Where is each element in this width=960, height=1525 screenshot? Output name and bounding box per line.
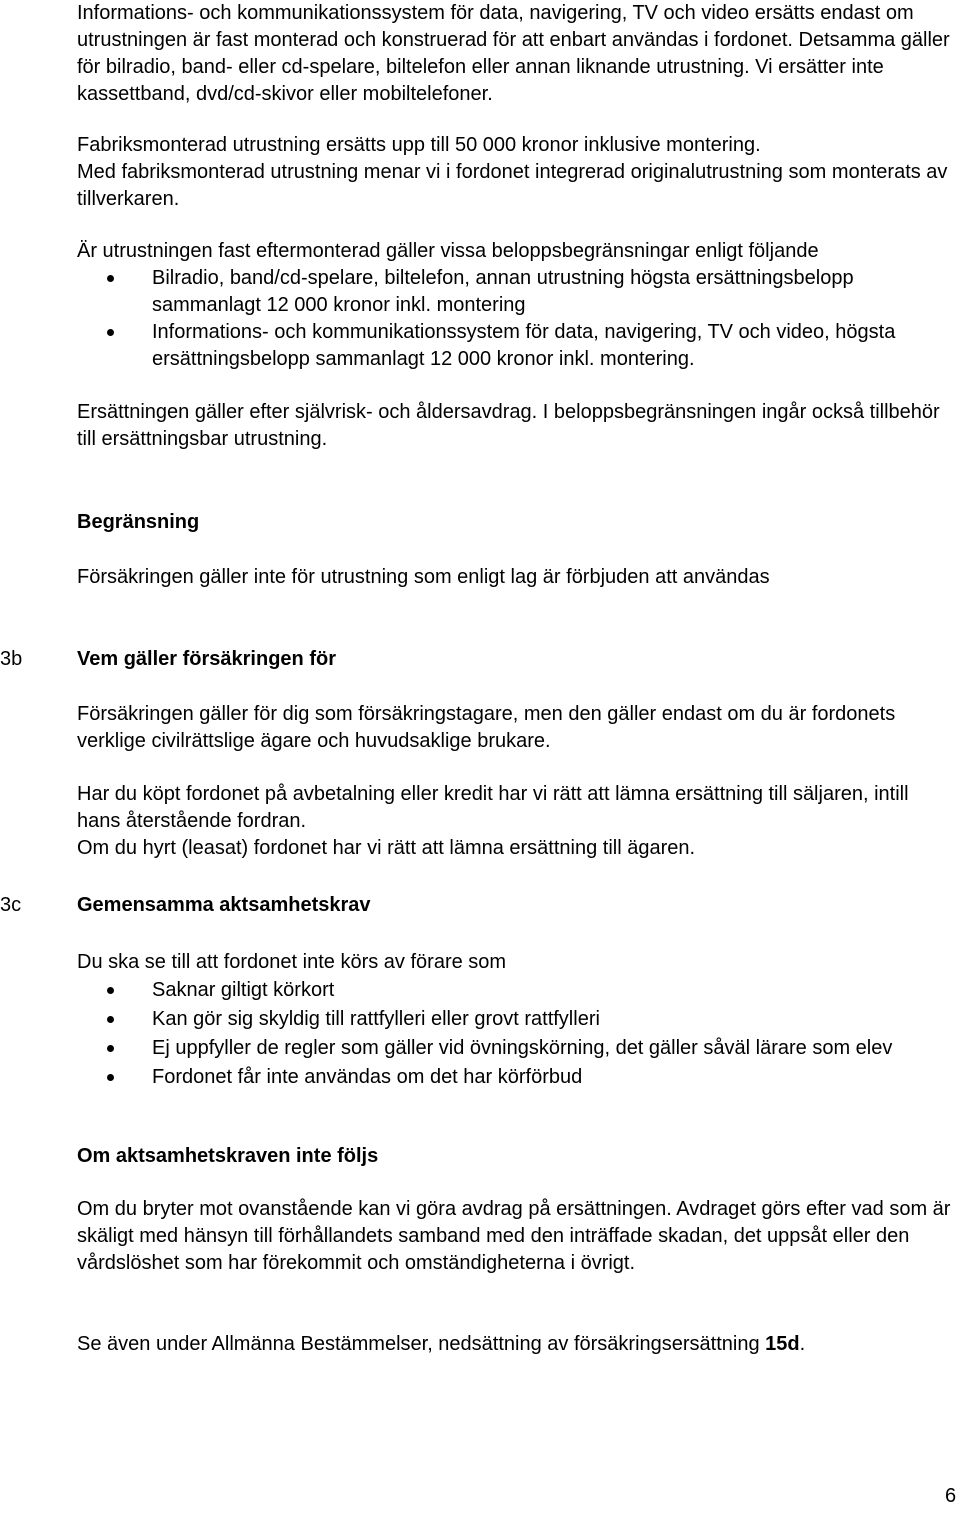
reference-15d: 15d	[765, 1333, 800, 1355]
intro-paragraph-4: Ersättningen gäller efter självrisk- och åldersavdrag. I beloppsbegränsningen ingår också tillbehör till ersättningsbar utrustning.	[77, 401, 940, 450]
section-3b-heading: Vem gäller försäkringen för	[77, 648, 336, 670]
care-requirements-list	[77, 977, 957, 1091]
bullet-icon	[107, 987, 114, 994]
section-3b-paragraph-2: Har du köpt fordonet på avbetalning eller kredit har vi rätt att lämna ersättning till säljaren, intill hans återstående fordran. Om du hyrt (leasat) fordonet har vi rätt att lämna ersättning till ägaren.	[77, 783, 909, 859]
bullet-icon	[107, 329, 114, 336]
care-violation-subheading: Om aktsamhetskraven inte följs	[77, 1145, 379, 1167]
section-number-3b: 3b	[0, 648, 23, 670]
limitation-heading: Begränsning	[77, 511, 200, 533]
limitation-text: Försäkringen gäller inte för utrustning som enligt lag är förbjuden att användas	[77, 566, 770, 588]
list-item: Informations- och kommunikationssystem för data, navigering, TV och video, högsta ersättningsbelopp sammanlagt 12 000 kronor inkl. montering.	[77, 319, 957, 373]
factory-equipment-line: Fabriksmonterad utrustning ersätts upp till 50 000 kronor inklusive montering.	[77, 134, 761, 156]
bullet-icon	[107, 1074, 114, 1081]
list-item: Ej uppfyller de regler som gäller vid övningskörning, det gäller såväl lärare som elev	[77, 1035, 957, 1062]
bullet-icon	[107, 1016, 114, 1023]
intro-paragraph-1: Informations- och kommunikationssystem för data, navigering, TV och video ersätts endast om utrustningen är fast monterad och konstruerad för att enbart användas i fordonet. Detsamma gäller för bilradio, band- eller cd-spelare, biltelefon eller annan liknande utrustning. Vi ersätter inte kassettband, dvd/cd-skivor eller mobiltelefoner.	[77, 2, 950, 105]
section-number-3c: 3c	[0, 894, 22, 916]
intro-paragraph-3: Är utrustningen fast eftermonterad gäller vissa beloppsbegränsningar enligt följande	[77, 240, 819, 262]
care-violation-paragraph: Om du bryter mot ovanstående kan vi göra avdrag på ersättningen. Avdraget görs efter vad som är skäligt med hänsyn till förhållandets samband med den inträffade skadan, det uppsåt eller den vårdslöshet som har förekommit och omständigheterna i övrigt.	[77, 1198, 951, 1274]
section-3b-paragraph-1: Försäkringen gäller för dig som försäkringstagare, men den gäller endast om du är fordonets verklige civilrättslige ägare och huvudsaklige brukare.	[77, 703, 896, 752]
bullet-icon	[107, 1045, 114, 1052]
limit-bullet-list	[77, 265, 957, 373]
list-item: Fordonet får inte användas om det har körförbud	[77, 1064, 957, 1091]
factory-equipment-definition: Med fabriksmonterad utrustning menar vi i fordonet integrerad originalutrustning som monterats av tillverkaren.	[77, 161, 948, 210]
list-item: Saknar giltigt körkort	[77, 977, 957, 1004]
list-item: Kan gör sig skyldig till rattfylleri eller grovt rattfylleri	[77, 1006, 957, 1033]
list-item: Bilradio, band/cd-spelare, biltelefon, annan utrustning högsta ersättningsbelopp sammanlagt 12 000 kronor inkl. montering	[77, 265, 957, 319]
intro-paragraph-2	[77, 132, 957, 213]
page-number: 6	[945, 1485, 957, 1507]
section-3c-lead: Du ska se till att fordonet inte körs av förare som	[77, 951, 507, 973]
section-3c-heading: Gemensamma aktsamhetskrav	[77, 894, 371, 916]
see-also-paragraph: Se även under Allmänna Bestämmelser, nedsättning av försäkringsersättning 15d.	[77, 1333, 806, 1355]
bullet-icon	[107, 275, 114, 282]
